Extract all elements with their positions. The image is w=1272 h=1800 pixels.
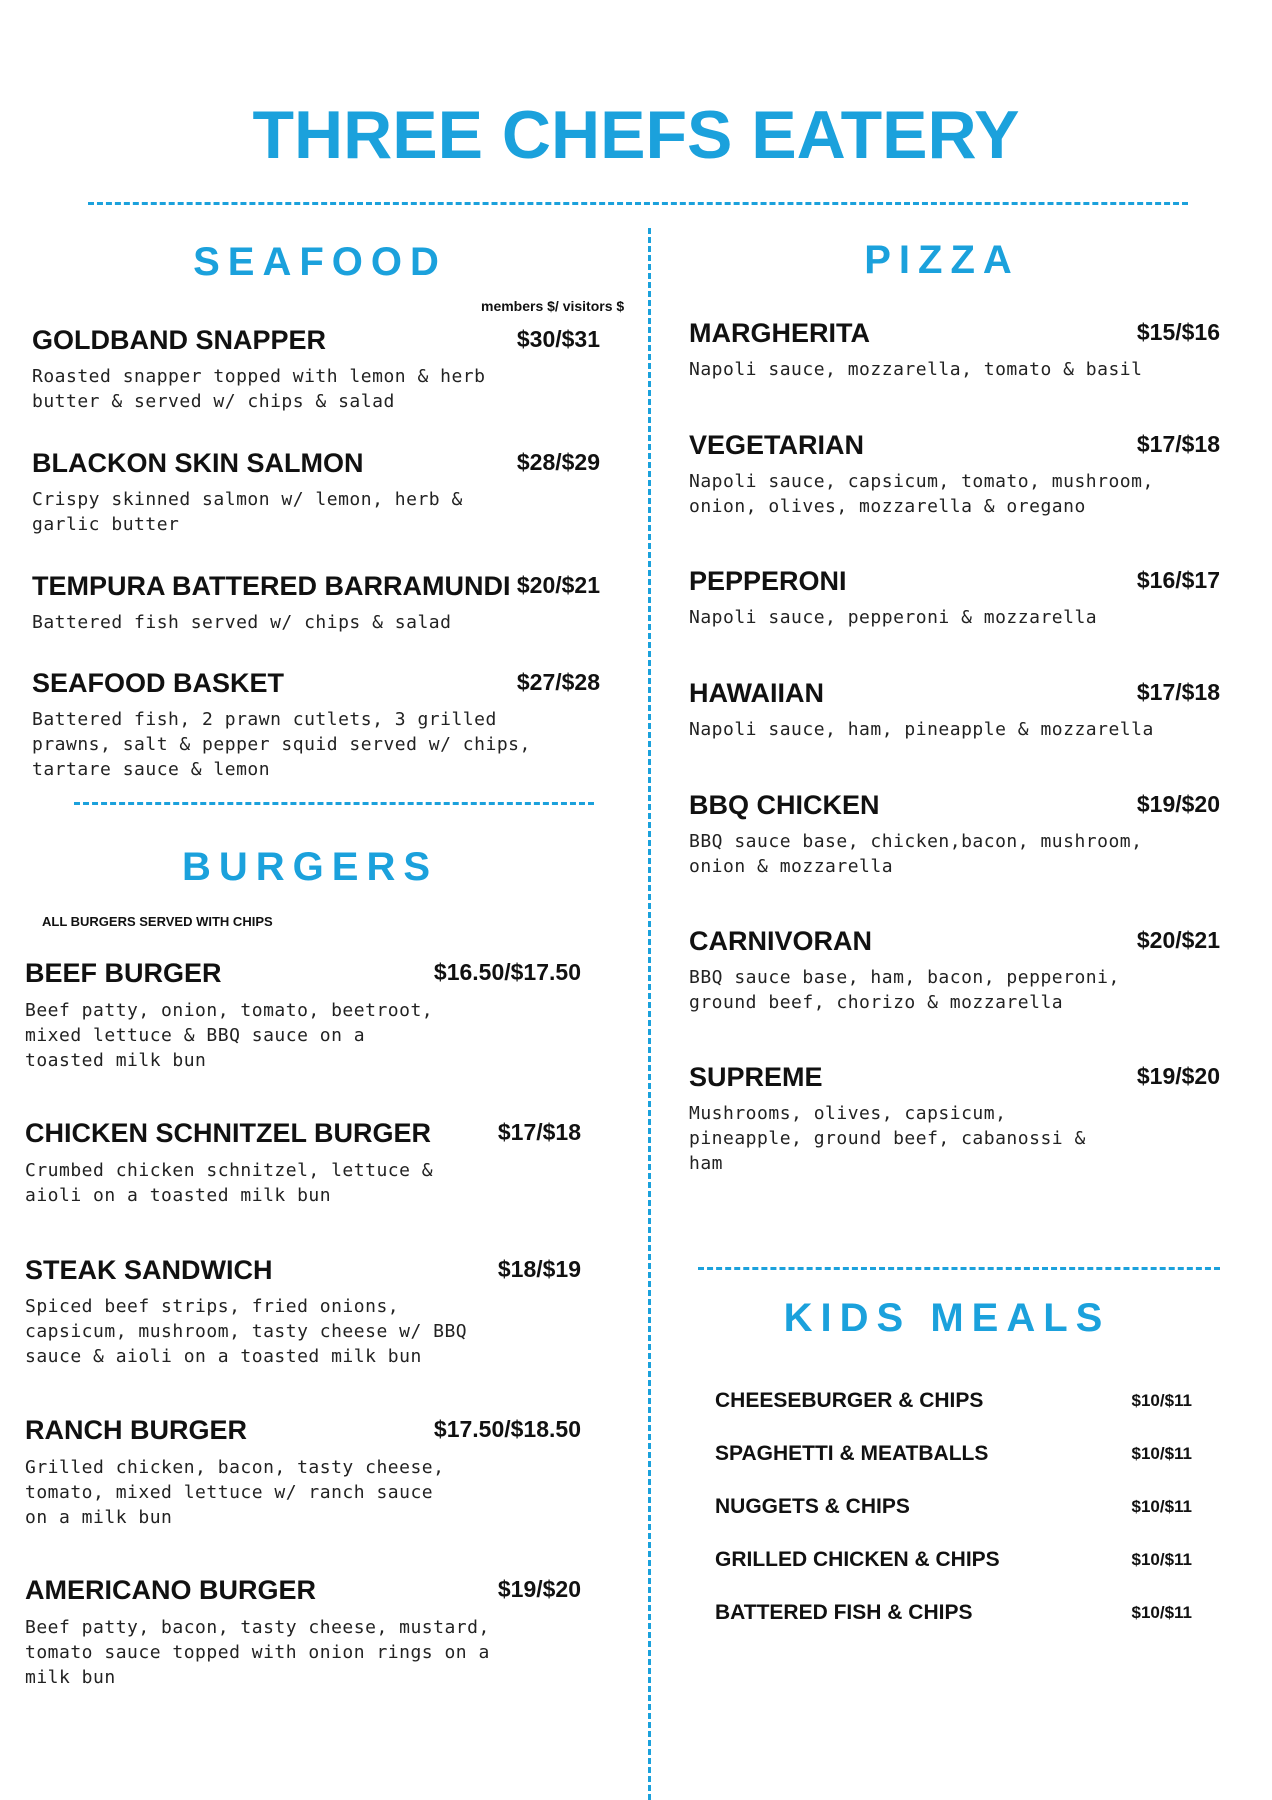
item-price: $10/$11	[1131, 1444, 1192, 1463]
item-description: Napoli sauce, pepperoni & mozzarella	[689, 607, 1098, 628]
item-price: $10/$11	[1131, 1603, 1192, 1622]
item-price: $15/$16	[1136, 319, 1220, 345]
item-price: $20/$21	[1136, 927, 1220, 953]
item-description: Battered fish served w/ chips & salad	[32, 612, 452, 633]
item-price: $30/$31	[516, 326, 600, 352]
item-description: Napoli sauce, ham, pineapple & mozzarella	[689, 719, 1154, 740]
item-name: BATTERED FISH & CHIPS	[715, 1601, 973, 1624]
burgers-heading: BURGERS	[181, 845, 439, 889]
item-price: $19/$20	[1136, 791, 1220, 817]
item-description: Napoli sauce, mozzarella, tomato & basil	[689, 359, 1143, 380]
item-price: $17/$18	[1136, 679, 1220, 705]
item-description: Spiced beef strips, fried onions, capsicum, mushroom, tasty cheese w/ BBQ sauce & aioli on a toasted milk bun	[25, 1296, 468, 1367]
item-name: CHEESEBURGER & CHIPS	[715, 1389, 984, 1412]
item-name: STEAK SANDWICH	[25, 1255, 273, 1285]
item-name: PEPPERONI	[689, 566, 847, 596]
item-price: $27/$28	[516, 669, 600, 695]
item-price: $16/$17	[1136, 567, 1220, 593]
seafood-divider	[74, 802, 594, 805]
item-description: Battered fish, 2 prawn cutlets, 3 grilled prawns, salt & pepper squid served w/ chips, tartare sauce & lemon	[32, 709, 531, 780]
item-description: Napoli sauce, capsicum, tomato, mushroom, onion, olives, mozzarella & oregano	[689, 471, 1154, 517]
item-name: HAWAIIAN	[689, 678, 824, 708]
item-name: VEGETARIAN	[689, 430, 865, 460]
item-price: $19/$20	[1136, 1063, 1220, 1089]
item-name: NUGGETS & CHIPS	[715, 1495, 910, 1518]
item-name: RANCH BURGER	[25, 1415, 247, 1445]
item-price: $10/$11	[1131, 1497, 1192, 1516]
item-name: SUPREME	[689, 1062, 823, 1092]
item-description: Roasted snapper topped with lemon & herb butter & served w/ chips & salad	[32, 366, 486, 412]
item-price: $16.50/$17.50	[433, 959, 581, 985]
item-name: BEEF BURGER	[25, 958, 222, 988]
item-price: $10/$11	[1131, 1550, 1192, 1569]
item-name: BBQ CHICKEN	[689, 790, 880, 820]
item-price: $19/$20	[497, 1576, 581, 1602]
item-name: CARNIVORAN	[689, 926, 873, 956]
item-price: $10/$11	[1131, 1391, 1192, 1410]
item-name: GRILLED CHICKEN & CHIPS	[715, 1548, 1000, 1571]
page-title: THREE CHEFS EATERY	[252, 97, 1020, 173]
item-name: AMERICANO BURGER	[25, 1575, 317, 1605]
item-name: CHICKEN SCHNITZEL BURGER	[25, 1118, 432, 1148]
item-price: $18/$19	[497, 1256, 581, 1282]
burgers-note: ALL BURGERS SERVED WITH CHIPS	[42, 914, 273, 929]
item-description: BBQ sauce base, chicken,bacon, mushroom, onion & mozzarella	[689, 831, 1143, 877]
item-description: Grilled chicken, bacon, tasty cheese, tomato, mixed lettuce w/ ranch sauce on a milk bun	[25, 1457, 445, 1528]
item-price: $20/$21	[516, 572, 600, 598]
item-name: GOLDBAND SNAPPER	[32, 325, 327, 355]
seafood-heading: SEAFOOD	[193, 240, 447, 284]
header-divider	[88, 202, 1188, 205]
price-key-note: members $/ visitors $	[481, 298, 625, 314]
item-price: $17.50/$18.50	[433, 1416, 581, 1442]
kids-meals-heading: KIDS MEALS	[783, 1296, 1111, 1340]
item-description: Mushrooms, olives, capsicum, pineapple, ground beef, cabanossi & ham	[689, 1103, 1086, 1174]
item-name: SEAFOOD BASKET	[32, 668, 285, 698]
item-description: BBQ sauce base, ham, bacon, pepperoni, ground beef, chorizo & mozzarella	[689, 967, 1120, 1013]
item-name: BLACKON SKIN SALMON	[32, 448, 364, 478]
item-price: $17/$18	[1136, 431, 1220, 457]
item-description: Beef patty, onion, tomato, beetroot, mixed lettuce & BBQ sauce on a toasted milk bun	[25, 1000, 434, 1071]
item-name: SPAGHETTI & MEATBALLS	[715, 1442, 989, 1465]
column-divider	[648, 228, 651, 1800]
item-description: Beef patty, bacon, tasty cheese, mustard, tomato sauce topped with onion rings on a milk bun	[25, 1617, 490, 1688]
item-price: $17/$18	[497, 1119, 581, 1145]
item-price: $28/$29	[516, 449, 600, 475]
item-name: MARGHERITA	[689, 318, 870, 348]
item-description: Crumbed chicken schnitzel, lettuce & aioli on a toasted milk bun	[25, 1160, 434, 1206]
pizza-heading: PIZZA	[864, 238, 1020, 282]
item-name: TEMPURA BATTERED BARRAMUNDI	[32, 571, 511, 601]
item-description: Crispy skinned salmon w/ lemon, herb & garlic butter	[32, 489, 463, 535]
pizza-divider	[698, 1267, 1220, 1270]
